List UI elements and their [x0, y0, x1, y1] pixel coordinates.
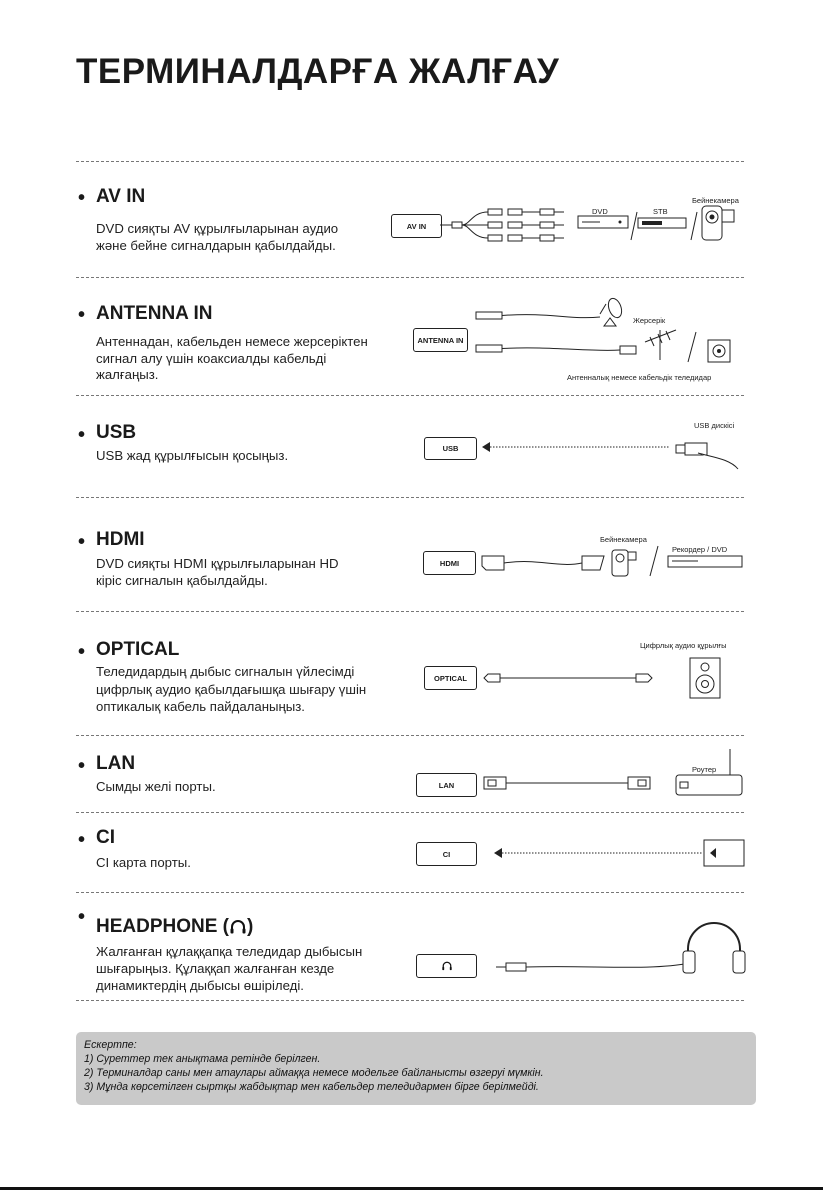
lan-heading: LAN	[96, 753, 136, 774]
antenna-cable-diagram	[470, 290, 740, 375]
antenna-icon	[645, 330, 676, 360]
antenna-label: Антенналық немесе кабельдік теледидар	[567, 373, 712, 382]
antenna-in-port: ANTENNA IN	[413, 328, 468, 352]
note-title: Ескертпе:	[84, 1039, 137, 1051]
stb-label: STB	[653, 207, 668, 216]
section-divider	[76, 395, 744, 396]
headphone-desc-line: шығарыңыз. Құлаққап жалғанған кезде	[96, 961, 335, 976]
note-box	[76, 1032, 756, 1105]
usb-port: USB	[424, 437, 477, 460]
antenna-desc-line: жалғаңыз.	[96, 367, 159, 382]
ci-diagram	[480, 835, 750, 875]
lan-desc-line: Сымды желі порты.	[96, 779, 216, 794]
headphone-heading-text: HEADPHONE (	[96, 916, 230, 937]
hdmi-camera-label: Бейнекамера	[600, 535, 647, 544]
hdmi-desc-line: DVD сияқты HDMI құрылғыларынан HD	[96, 556, 339, 571]
av-desc-line: DVD сияқты AV құрылғыларынан аудио	[96, 221, 339, 236]
av-heading: AV IN	[96, 186, 146, 207]
hdmi-heading: HDMI	[96, 529, 145, 550]
ci-port: CI	[416, 842, 477, 866]
headphone-desc-line: Жалғанған құлаққапқа теледидар дыбысын	[96, 944, 363, 959]
wall-socket-icon	[708, 340, 730, 362]
dvd-player-icon	[578, 216, 628, 228]
bullet: •	[78, 304, 86, 326]
arrow-left-icon	[482, 442, 490, 452]
headphone-icon	[229, 919, 247, 935]
satellite-label: Жерсерік	[633, 316, 666, 325]
section-divider	[76, 161, 744, 162]
bullet: •	[78, 755, 86, 777]
headphone-icon	[683, 923, 745, 973]
bottom-rule	[0, 1187, 823, 1190]
page-title: ТЕРМИНАЛДАРҒА ЖАЛҒАУ	[76, 52, 560, 91]
usb-disk-label: USB дискісі	[694, 421, 735, 430]
digital-audio-label: Цифрлық аудио құрылғы	[640, 641, 727, 650]
router-label: Роутер	[692, 765, 717, 774]
section-divider	[76, 277, 744, 278]
optical-desc-line: Теледидардың дыбыс сигналын үйлесімді	[96, 664, 355, 679]
section-divider	[76, 1000, 744, 1001]
ci-heading: CI	[96, 827, 115, 848]
note-line: 2) Терминалдар саны мен атаулары аймаққа немесе модельге байланысты өзгеруі мүмкін.	[84, 1067, 544, 1079]
antenna-heading: ANTENNA IN	[96, 303, 213, 324]
optical-heading: OPTICAL	[96, 639, 180, 660]
headphone-port	[416, 954, 477, 978]
antenna-desc-line: Антеннадан, кабельден немесе жерсеріктен	[96, 334, 368, 349]
lan-port: LAN	[416, 773, 477, 797]
usb-drive-icon	[676, 443, 738, 469]
usb-desc-line: USB жад құрылғысын қосыңыз.	[96, 448, 289, 463]
av-in-port: AV IN	[391, 214, 442, 238]
hdmi-port: HDMI	[423, 551, 476, 575]
camera-label: Бейнекамера	[692, 196, 739, 205]
usb-diagram	[480, 425, 750, 475]
av-desc-line: және бейне сигналдарын қабылдайды.	[96, 238, 336, 253]
antenna-desc-line: сигнал алу үшін коаксиалды кабельді	[96, 351, 327, 366]
router-icon	[676, 749, 742, 795]
bullet: •	[78, 829, 86, 851]
section-divider	[76, 497, 744, 498]
section-divider	[76, 735, 744, 736]
arrow-left-icon	[494, 848, 502, 858]
bullet: •	[78, 187, 86, 209]
headphone-desc-line: динамиктердің дыбысы өшіріледі.	[96, 978, 304, 993]
dvd-label: DVD	[592, 207, 608, 216]
headphone-icon	[441, 961, 453, 971]
av-cable-diagram	[440, 200, 750, 250]
ci-desc-line: CI карта порты.	[96, 855, 191, 870]
section-divider	[76, 611, 744, 612]
hdmi-cable-diagram	[478, 540, 748, 585]
optical-cable-diagram	[480, 650, 750, 730]
speaker-icon	[690, 658, 720, 698]
bullet: •	[78, 531, 86, 553]
note-line: 3) Мұнда көрсетілген сыртқы жабдықтар мен кабельдер теледидармен бірге берілмейді.	[84, 1081, 539, 1093]
stb-icon	[638, 218, 686, 228]
ci-card-icon	[704, 840, 744, 866]
dvd-player-icon	[668, 556, 742, 567]
recorder-label: Рекордер / DVD	[672, 545, 728, 554]
headphone-heading	[96, 916, 253, 938]
bullet: •	[78, 424, 86, 446]
satellite-dish-icon	[600, 297, 624, 326]
section-divider	[76, 812, 744, 813]
lan-cable-diagram	[480, 745, 750, 805]
optical-port: OPTICAL	[424, 666, 477, 690]
headphone-heading-end: )	[247, 916, 254, 937]
optical-desc-line: оптикалық кабель пайдаланыңыз.	[96, 699, 305, 714]
hdmi-desc-line: кіріс сигналын қабылдайды.	[96, 573, 268, 588]
optical-desc-line: цифрлық аудио қабылдағышқа шығару үшін	[96, 682, 367, 697]
usb-heading: USB	[96, 422, 137, 443]
note-line: 1) Суреттер тек анықтама ретінде берілген.	[84, 1053, 321, 1065]
camcorder-icon	[702, 206, 734, 240]
section-divider	[76, 892, 744, 893]
bullet: •	[78, 641, 86, 663]
bullet: •	[78, 906, 86, 928]
camcorder-icon	[612, 550, 636, 576]
headphone-cable-diagram	[490, 915, 750, 985]
